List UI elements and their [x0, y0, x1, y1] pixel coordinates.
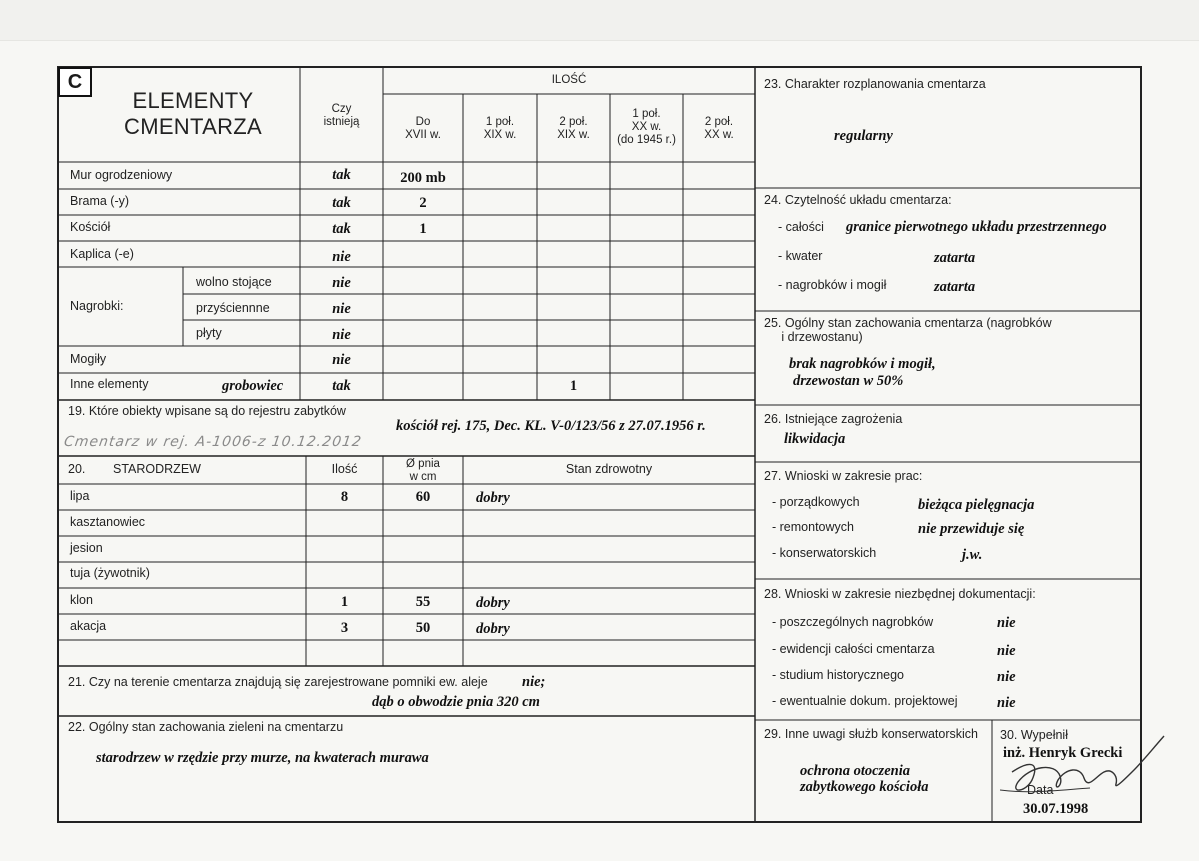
element-czy: nie: [332, 327, 351, 343]
element-extra: grobowiec: [222, 378, 284, 394]
s27-row-value: nie przewiduje się: [918, 521, 1025, 537]
s19-pencil-note: Cmentarz w rej. A-1006-z 10.12.2012: [62, 434, 363, 450]
s28-row-label: - ewidencji całości cmentarza: [772, 642, 935, 656]
s24-label: 24. Czytelność układu cmentarza:: [764, 193, 952, 207]
s27-row-value: j.w.: [962, 547, 983, 563]
s28-row-value: nie: [997, 669, 1016, 685]
element-do-xvii: 200 mb: [400, 170, 446, 186]
tree-name: lipa: [70, 489, 90, 503]
element-2pol-xix: 1: [569, 378, 578, 394]
tree-ilosc: 8: [340, 489, 349, 505]
tree-name: klon: [70, 593, 93, 607]
s21-value1: nie;: [522, 674, 546, 690]
element-label: Kaplica (-e): [70, 247, 134, 261]
s28-row-label: - studium historycznego: [772, 668, 905, 682]
s27-row-label: - remontowych: [772, 520, 854, 534]
s28-row-label: - ewentualnie dokum. projektowej: [772, 694, 958, 708]
s28-row-value: nie: [997, 643, 1016, 659]
col-header-1pol-xix: 1 poł. XIX w.: [483, 116, 517, 141]
col-header-2pol-xix: 2 poł. XIX w.: [557, 116, 590, 141]
tree-stan: dobry: [476, 595, 510, 611]
s30-label: 30. Wypełnił: [1000, 728, 1068, 742]
s24-row-value: zatarta: [934, 279, 976, 295]
s27-row-label: - konserwatorskich: [772, 546, 877, 560]
element-label: Mogiły: [70, 352, 107, 366]
tree-ilosc: 1: [340, 594, 349, 610]
element-czy: nie: [332, 275, 351, 291]
s27-row-label: - porządkowych: [772, 495, 860, 509]
element-label: wolno stojące: [196, 275, 272, 289]
element-label: płyty: [196, 326, 222, 340]
s22-label: 22. Ogólny stan zachowania zieleni na cmentarzu: [68, 720, 344, 734]
s28-row-value: nie: [997, 695, 1016, 711]
element-label: Mur ogrodzeniowy: [70, 168, 173, 182]
s25-value1: brak nagrobków i mogił,: [789, 356, 936, 372]
element-czy: nie: [332, 301, 351, 317]
tree-pnia: 60: [415, 489, 431, 505]
s20-col-ilosc: Ilość: [331, 462, 358, 476]
s20-num: 20.: [68, 462, 86, 476]
s30-date: 30.07.1998: [1023, 801, 1089, 817]
element-label: Inne elementy: [70, 377, 149, 391]
tree-name: kasztanowiec: [70, 515, 146, 529]
section-letter-box: C: [58, 67, 92, 97]
col-header-czy: Czy istnieją: [323, 103, 360, 128]
col-header-ilosc: ILOŚĆ: [551, 74, 587, 86]
s24-row-label: - całości: [778, 220, 824, 234]
s21-value2: dąb o obwodzie pnia 320 cm: [372, 694, 540, 710]
element-label: przyściennne: [196, 301, 270, 315]
handwritten-signature: [1000, 732, 1170, 812]
element-label: Brama (-y): [70, 194, 130, 208]
s29-value1: ochrona otoczenia: [800, 763, 910, 779]
s22-value: starodrzew w rzędzie przy murze, na kwaterach murawa: [96, 750, 429, 766]
nagrobki-group-label: Nagrobki:: [70, 299, 124, 313]
s29-label: 29. Inne uwagi służb konserwatorskich: [764, 727, 979, 741]
s24-row-label: - nagrobków i mogił: [778, 278, 887, 292]
element-czy: tak: [332, 195, 351, 211]
tree-pnia: 50: [415, 620, 431, 636]
s24-row-label: - kwater: [778, 249, 823, 263]
s23-value: regularny: [834, 128, 893, 144]
col-header-do-xvii: Do XVII w.: [405, 116, 441, 141]
element-czy: tak: [332, 378, 351, 394]
col-header-1pol-xx: 1 poł. XX w. (do 1945 r.): [617, 108, 676, 146]
element-label: Kościół: [70, 220, 111, 234]
s24-row-value: granice pierwotnego układu przestrzennego: [846, 219, 1107, 235]
s28-label: 28. Wnioski w zakresie niezbędnej dokumentacji:: [764, 587, 1036, 601]
s19-label: 19. Które obiekty wpisane są do rejestru zabytków: [68, 404, 346, 418]
tree-name: akacja: [70, 619, 107, 633]
s20-col-stan: Stan zdrowotny: [565, 462, 653, 476]
tree-stan: dobry: [476, 621, 510, 637]
element-do-xvii: 1: [419, 221, 427, 237]
s23-label: 23. Charakter rozplanowania cmentarza: [764, 77, 986, 91]
s21-label: 21. Czy na terenie cmentarza znajdują się zarejestrowane pomniki ew. aleje: [68, 675, 488, 689]
tree-name: jesion: [70, 541, 103, 555]
s26-value: likwidacja: [784, 431, 846, 447]
element-czy: tak: [332, 221, 351, 237]
s30-data-label: Data: [1027, 783, 1054, 797]
s28-row-label: - poszczególnych nagrobków: [772, 615, 934, 629]
element-do-xvii: 2: [419, 195, 427, 211]
s20-label: STARODRZEW: [113, 462, 201, 476]
s24-row-value: zatarta: [934, 250, 976, 266]
tree-stan: dobry: [476, 490, 510, 506]
s30-name: inż. Henryk Grecki: [1003, 745, 1123, 761]
s27-label: 27. Wnioski w zakresie prac:: [764, 469, 923, 483]
tree-pnia: 55: [415, 594, 431, 610]
col-header-2pol-xx: 2 poł. XX w.: [704, 116, 734, 141]
element-czy: tak: [332, 167, 351, 183]
s27-row-value: bieżąca pielęgnacja: [918, 497, 1035, 513]
s28-row-value: nie: [997, 615, 1016, 631]
s20-col-pnia: Ø pnia w cm: [406, 458, 440, 483]
element-czy: nie: [332, 249, 351, 265]
tree-ilosc: 3: [340, 620, 349, 636]
s26-label: 26. Istniejące zagrożenia: [764, 412, 903, 426]
s29-value2: zabytkowego kościoła: [800, 779, 929, 795]
s19-value: kościół rej. 175, Dec. KL. V-0/123/56 z 27.07.1956 r.: [396, 418, 706, 434]
s25-label: 25. Ogólny stan zachowania cmentarza (nagrobków i drzewostanu): [764, 316, 1052, 344]
element-czy: nie: [332, 352, 351, 368]
s25-value2: drzewostan w 50%: [793, 373, 904, 389]
tree-name: tuja (żywotnik): [70, 566, 150, 580]
form-title: ELEMENTY CMENTARZA: [124, 88, 262, 139]
